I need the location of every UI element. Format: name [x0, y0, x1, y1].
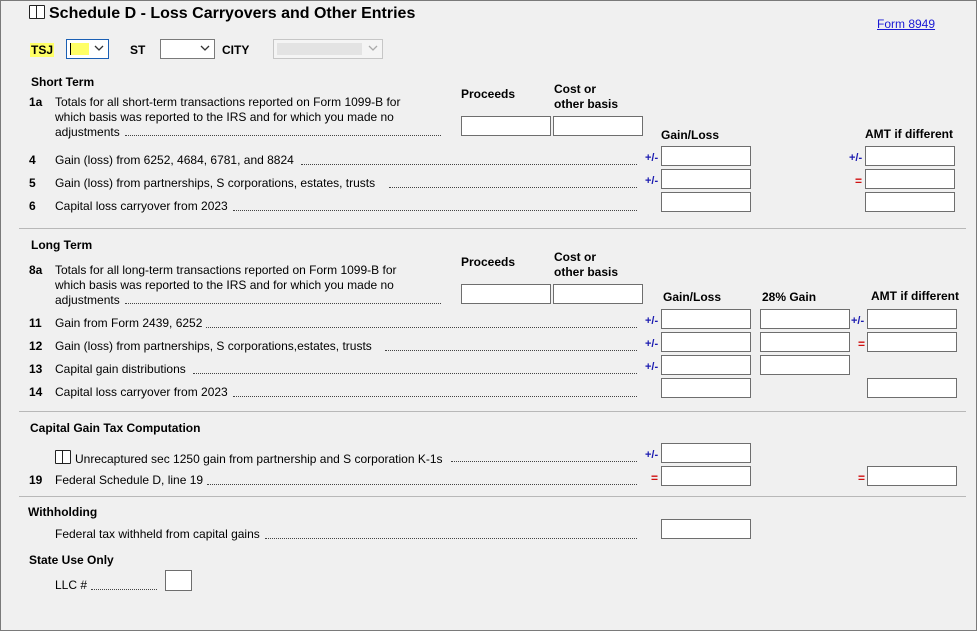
leader-dots: [207, 484, 637, 485]
line-6-amt-input[interactable]: [865, 192, 955, 212]
line-19-number: 19: [29, 473, 43, 487]
line-12-gain-loss-input[interactable]: [661, 332, 751, 352]
line-8a-number: 8a: [29, 263, 43, 277]
book-icon[interactable]: [55, 450, 71, 464]
line-5-text: Gain (loss) from partnerships, S corporations, estates, trusts: [55, 176, 376, 190]
line-4-number: 4: [29, 153, 36, 167]
page-title-text: Schedule D - Loss Carryovers and Other Entries: [49, 5, 416, 22]
plus-minus-sign: +/-: [645, 338, 659, 350]
leader-dots: [206, 327, 637, 328]
st-label: ST: [130, 43, 146, 57]
line-5-number: 5: [29, 176, 36, 190]
leader-dots: [193, 373, 637, 374]
line-13-gain-loss-input[interactable]: [661, 355, 751, 375]
line-12-amt-input[interactable]: [867, 332, 957, 352]
chevron-down-icon: [94, 43, 104, 53]
equals-sign: =: [858, 337, 866, 351]
plus-minus-sign: +/-: [645, 361, 659, 373]
federal-withheld-input[interactable]: [661, 519, 751, 539]
unrecaptured-1250-text: Unrecaptured sec 1250 gain from partnership and S corporation K-1s: [75, 452, 443, 466]
line-6-number: 6: [29, 199, 36, 213]
equals-sign: =: [858, 471, 866, 485]
tsj-select-value: [70, 43, 89, 55]
line-14-amt-input[interactable]: [867, 378, 957, 398]
line-1a-text-2: which basis was reported to the IRS and for which you made no: [55, 110, 394, 124]
line-8a-text-1: Totals for all long-term transactions reported on Form 1099-B for: [55, 263, 397, 277]
tsj-select[interactable]: [66, 39, 109, 59]
book-icon[interactable]: [29, 5, 45, 19]
leader-dots: [385, 350, 637, 351]
llc-input[interactable]: [165, 570, 192, 591]
line-14-text: Capital loss carryover from 2023: [55, 385, 228, 399]
line-11-28-gain-input[interactable]: [760, 309, 850, 329]
leader-dots: [233, 210, 637, 211]
line-8a-text-3: adjustments: [55, 293, 120, 307]
tsj-label-text: TSJ: [31, 43, 54, 57]
plus-minus-sign: +/-: [849, 152, 863, 164]
section-divider: [19, 228, 966, 229]
withholding-heading: Withholding: [28, 505, 98, 519]
unrecaptured-1250-input[interactable]: [661, 443, 751, 463]
equals-sign: =: [651, 471, 659, 485]
st-select[interactable]: [160, 39, 215, 59]
leader-dots: [389, 187, 637, 188]
section-divider: [19, 496, 966, 497]
line-11-text: Gain from Form 2439, 6252: [55, 316, 203, 330]
st-cost-input[interactable]: [553, 116, 643, 136]
chevron-down-icon: [368, 43, 378, 53]
section-divider: [19, 411, 966, 412]
unrecaptured-1250-row: [55, 450, 443, 466]
line-19-amt-input[interactable]: [867, 466, 957, 486]
line-13-28-gain-input[interactable]: [760, 355, 850, 375]
st-proceeds-header: Proceeds: [461, 87, 516, 101]
line-1a-text-3: adjustments: [55, 125, 120, 139]
lt-amt-header: AMT if different: [871, 289, 959, 303]
line-8a-text-2: which basis was reported to the IRS and for which you made no: [55, 278, 394, 292]
st-proceeds-input[interactable]: [461, 116, 551, 136]
line-14-number: 14: [29, 385, 43, 399]
lt-28-gain-header: 28% Gain: [762, 290, 817, 304]
st-cost-header-line2: other basis: [554, 97, 619, 111]
st-amt-header: AMT if different: [865, 127, 953, 141]
line-13-number: 13: [29, 362, 43, 376]
leader-dots: [451, 461, 637, 462]
leader-dots: [233, 396, 637, 397]
lt-proceeds-input[interactable]: [461, 284, 551, 304]
line-19-text: Federal Schedule D, line 19: [55, 473, 204, 487]
cgtc-heading: Capital Gain Tax Computation: [30, 421, 201, 435]
st-cost-header-line1: Cost or: [554, 82, 596, 96]
line-1a-number: 1a: [29, 95, 43, 109]
line-14-gain-loss-input[interactable]: [661, 378, 751, 398]
plus-minus-sign: +/-: [645, 449, 659, 461]
plus-minus-sign: +/-: [851, 315, 865, 327]
st-gain-loss-header: Gain/Loss: [661, 128, 720, 142]
line-12-number: 12: [29, 339, 43, 353]
leader-dots: [265, 538, 637, 539]
llc-label: LLC #: [55, 578, 88, 592]
line-11-number: 11: [29, 316, 42, 330]
long-term-heading: Long Term: [31, 238, 93, 252]
line-19-gain-loss-input[interactable]: [661, 466, 751, 486]
plus-minus-sign: +/-: [645, 175, 659, 187]
line-4-amt-input[interactable]: [865, 146, 955, 166]
short-term-heading: Short Term: [31, 75, 95, 89]
leader-dots: [125, 135, 441, 136]
line-1a-text-1: Totals for all short-term transactions reported on Form 1099-B for: [55, 95, 401, 109]
line-6-gain-loss-input[interactable]: [661, 192, 751, 212]
line-4-gain-loss-input[interactable]: [661, 146, 751, 166]
plus-minus-sign: +/-: [645, 315, 659, 327]
leader-dots: [91, 589, 157, 590]
line-13-text: Capital gain distributions: [55, 362, 186, 376]
line-4-text: Gain (loss) from 6252, 4684, 6781, and 8824: [55, 153, 294, 167]
chevron-down-icon: [200, 43, 210, 53]
leader-dots: [301, 164, 637, 165]
lt-cost-input[interactable]: [553, 284, 643, 304]
equals-sign: =: [855, 174, 863, 188]
city-select-value: [277, 43, 362, 55]
page-title: [29, 5, 415, 23]
line-12-28-gain-input[interactable]: [760, 332, 850, 352]
lt-cost-header-line1: Cost or: [554, 250, 596, 264]
plus-minus-sign: +/-: [645, 152, 659, 164]
city-select[interactable]: [273, 39, 383, 59]
form-8949-link[interactable]: Form 8949: [877, 17, 936, 31]
line-5-amt-input[interactable]: [865, 169, 955, 189]
line-12-text: Gain (loss) from partnerships, S corporations,estates, trusts: [55, 339, 372, 353]
tsj-label: [30, 43, 54, 57]
state-use-heading: State Use Only: [29, 553, 114, 567]
lt-proceeds-header: Proceeds: [461, 255, 516, 269]
lt-gain-loss-header: Gain/Loss: [663, 290, 722, 304]
city-label: CITY: [222, 43, 250, 57]
line-6-text: Capital loss carryover from 2023: [55, 199, 228, 213]
lt-cost-header-line2: other basis: [554, 265, 619, 279]
federal-withheld-text: Federal tax withheld from capital gains: [55, 527, 260, 541]
leader-dots: [125, 303, 441, 304]
line-11-amt-input[interactable]: [867, 309, 957, 329]
line-5-gain-loss-input[interactable]: [661, 169, 751, 189]
line-11-gain-loss-input[interactable]: [661, 309, 751, 329]
